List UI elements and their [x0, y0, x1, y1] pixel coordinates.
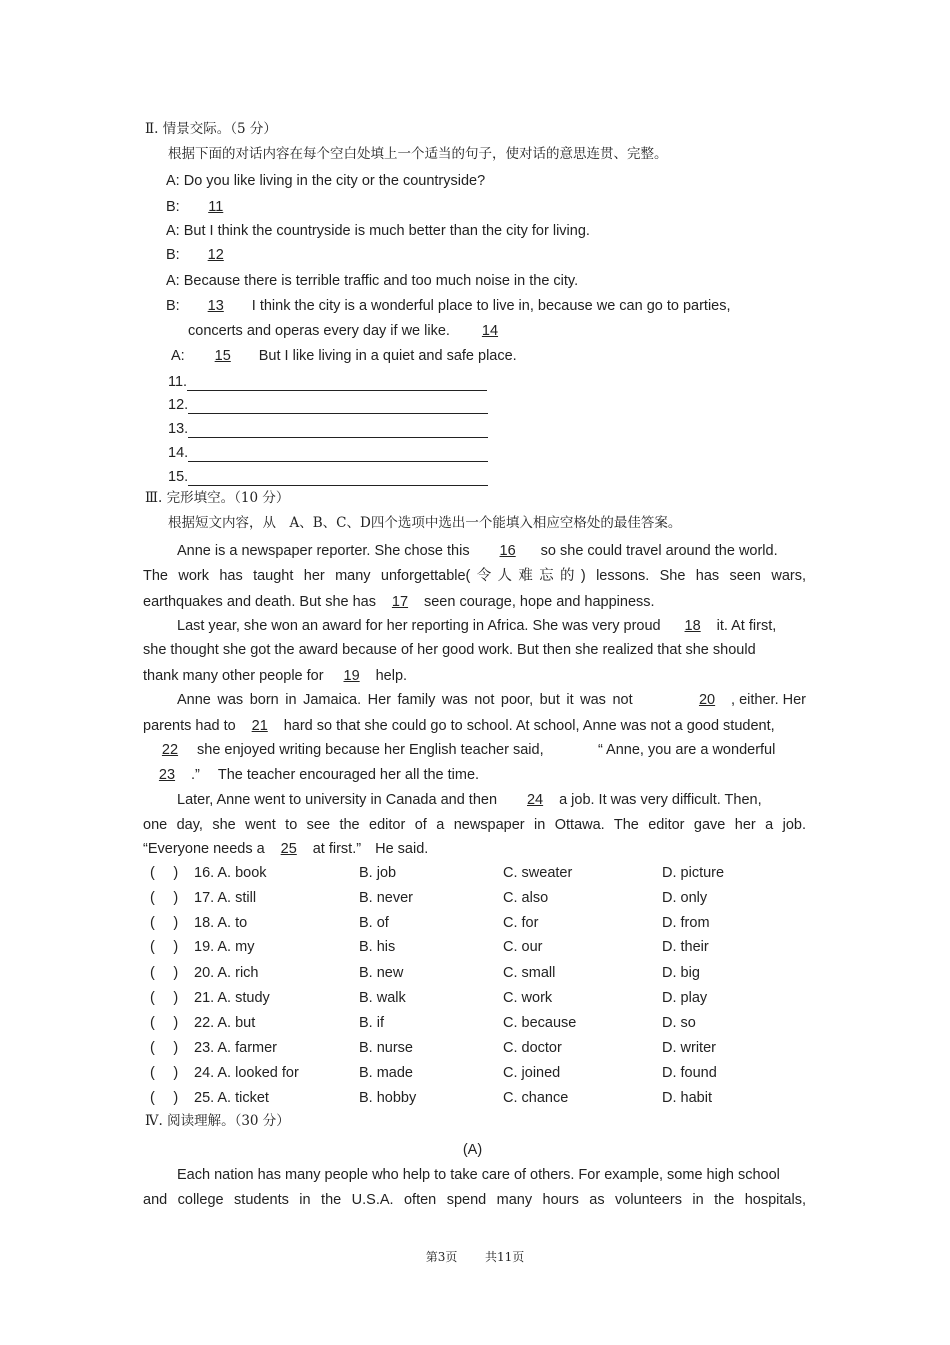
passage-line: Later, Anne went to university in Canada and then 24 a job. It was very difficult. Then, — [177, 792, 762, 808]
dialogue-text: I think the city is a wonderful place to live in, because we can go to parties, — [251, 298, 731, 314]
answer-paren[interactable]: ( ) — [150, 865, 179, 881]
answer-row-11[interactable]: 11. — [168, 373, 487, 391]
passage-line: Last year, she won an award for her reporting in Africa. She was very proud 18 it. At first, — [177, 618, 777, 634]
dialogue-text: But I like living in a quiet and safe place. — [258, 348, 517, 364]
dialogue-line — [166, 198, 240, 216]
option-d[interactable]: D. writer — [662, 1040, 716, 1056]
section3-heading: Ⅲ. 完形填空。（10 分） — [145, 490, 290, 506]
answer-line[interactable] — [188, 423, 488, 438]
blank-25: 25 — [280, 841, 297, 857]
answer-row-12[interactable]: 12. — [168, 396, 488, 414]
blank-21: 21 — [251, 718, 268, 734]
option-c[interactable]: C. small — [503, 965, 556, 981]
speaker: B: — [166, 247, 180, 263]
answer-paren[interactable]: ( ) — [150, 890, 179, 906]
passage-line: Anne was born in Jamaica. Her family was not poor, but it was not 20 , either. Her — [177, 692, 806, 708]
option-b[interactable]: B. hobby — [359, 1090, 417, 1106]
passage-line: 22 she enjoyed writing because her English teacher said, — [143, 741, 544, 759]
option-c[interactable]: C. for — [503, 915, 539, 931]
blank-16: 16 — [499, 543, 516, 559]
section4-heading: Ⅳ. 阅读理解。（30 分） — [145, 1113, 290, 1129]
answer-paren[interactable]: ( ) — [150, 1090, 179, 1106]
speaker: B: — [166, 298, 180, 314]
page-total: 共11页 — [485, 1250, 525, 1264]
option-a[interactable]: 22. A. but — [194, 1015, 256, 1031]
blank-23: 23 — [158, 767, 176, 783]
blank-18: 18 — [684, 618, 701, 634]
dialogue-line — [171, 347, 517, 365]
option-b[interactable]: B. his — [359, 939, 396, 955]
option-c[interactable]: C. sweater — [503, 865, 573, 881]
option-b[interactable]: B. if — [359, 1015, 384, 1031]
option-a[interactable]: 19. A. my — [194, 939, 255, 955]
option-c[interactable]: C. chance — [503, 1090, 569, 1106]
passage-line: 23 .” The teacher encouraged her all the time. — [143, 766, 479, 784]
passage-line: thank many other people for 19 help. — [143, 668, 408, 684]
option-a[interactable]: 16. A. book — [194, 865, 267, 881]
blank-19: 19 — [343, 668, 360, 684]
section3-instruction: 根据短文内容，从 A、B、C、D四个选项中选出一个能填入相应空格处的最佳答案。 — [168, 515, 682, 531]
dialogue-line: A: Do you like living in the city or the countryside? — [166, 173, 486, 189]
option-c[interactable]: C. doctor — [503, 1040, 562, 1056]
option-a[interactable]: 17. A. still — [194, 890, 257, 906]
option-b[interactable]: B. new — [359, 965, 404, 981]
blank-13: 13 — [207, 298, 224, 314]
passage-line: one day, she went to see the editor of a newspaper in Ottawa. The editor gave her a job. — [143, 817, 806, 833]
answer-line[interactable] — [188, 447, 488, 462]
option-b[interactable]: B. never — [359, 890, 413, 906]
blank-11: 11 — [208, 199, 224, 215]
answer-row-15[interactable]: 15. — [168, 468, 488, 486]
passage-label: (A) — [462, 1142, 483, 1158]
passage-line: “ Anne, you are a wonderful — [598, 742, 776, 758]
dialogue-line — [166, 297, 731, 315]
option-a[interactable]: 21. A. study — [194, 990, 270, 1006]
option-d[interactable]: D. their — [662, 939, 709, 955]
answer-row-13[interactable]: 13. — [168, 420, 488, 438]
section2-heading: Ⅱ. 情景交际。（5 分） — [145, 121, 277, 137]
answer-paren[interactable]: ( ) — [150, 965, 179, 981]
option-c[interactable]: C. our — [503, 939, 543, 955]
blank-15: 15 — [214, 348, 231, 364]
answer-line[interactable] — [187, 376, 487, 391]
dialogue-text: concerts and operas every day if we like. — [188, 323, 450, 339]
answer-line[interactable] — [188, 399, 488, 414]
passage-line: she thought she got the award because of her good work. But then she realized that she should — [143, 642, 756, 658]
option-d[interactable]: D. found — [662, 1065, 717, 1081]
page-number: 第3页 — [425, 1250, 458, 1264]
blank-17: 17 — [391, 594, 409, 610]
option-d[interactable]: D. habit — [662, 1090, 712, 1106]
option-a[interactable]: 20. A. rich — [194, 965, 259, 981]
option-a[interactable]: 25. A. ticket — [194, 1090, 269, 1106]
answer-paren[interactable]: ( ) — [150, 939, 179, 955]
option-a[interactable]: 24. A. looked for — [194, 1065, 299, 1081]
option-b[interactable]: B. nurse — [359, 1040, 413, 1056]
option-d[interactable]: D. so — [662, 1015, 696, 1031]
passage-line: Each nation has many people who help to take care of others. For example, some high school — [177, 1167, 780, 1183]
option-d[interactable]: D. picture — [662, 865, 725, 881]
option-b[interactable]: B. made — [359, 1065, 413, 1081]
answer-paren[interactable]: ( ) — [150, 1065, 179, 1081]
passage-line: The work has taught her many unforgettable(令人难忘的) lessons. She has seen wars, — [143, 568, 806, 584]
blank-20: 20 — [698, 692, 716, 708]
dialogue-line: A: But I think the countryside is much better than the city for living. — [166, 223, 590, 239]
option-b[interactable]: B. job — [359, 865, 397, 881]
passage-line: earthquakes and death. But she has 17 seen courage, hope and happiness. — [143, 594, 655, 610]
option-d[interactable]: D. only — [662, 890, 708, 906]
blank-24: 24 — [526, 792, 544, 808]
passage-line: and college students in the U.S.A. often spend many hours as volunteers in the hospitals, — [143, 1192, 806, 1208]
option-a[interactable]: 23. A. farmer — [194, 1040, 278, 1056]
option-c[interactable]: C. joined — [503, 1065, 561, 1081]
dialogue-line — [188, 322, 514, 340]
option-c[interactable]: C. also — [503, 890, 549, 906]
option-d[interactable]: D. play — [662, 990, 708, 1006]
option-c[interactable]: C. because — [503, 1015, 577, 1031]
speaker: B: — [166, 199, 180, 215]
blank-12: 12 — [207, 247, 224, 263]
page-footer — [0, 1248, 950, 1265]
section2-instruction: 根据下面的对话内容在每个空白处填上一个适当的句子，使对话的意思连贯、完整。 — [168, 146, 668, 162]
blank-14: 14 — [481, 323, 499, 339]
dialogue-line — [166, 246, 240, 264]
answer-row-14[interactable]: 14. — [168, 444, 488, 462]
option-d[interactable]: D. big — [662, 965, 700, 981]
blank-22: 22 — [161, 742, 179, 758]
speaker: A: — [171, 348, 185, 364]
passage-line: Anne is a newspaper reporter. She chose this 16 so she could travel around the world. — [177, 543, 778, 559]
answer-paren[interactable]: ( ) — [150, 1015, 179, 1031]
option-a[interactable]: 18. A. to — [194, 915, 248, 931]
option-c[interactable]: C. work — [503, 990, 553, 1006]
option-b[interactable]: B. walk — [359, 990, 406, 1006]
passage-line: parents had to 21 hard so that she could go to school. At school, Anne was not a good student, — [143, 718, 775, 734]
option-b[interactable]: B. of — [359, 915, 389, 931]
passage-line: “Everyone needs a 25 at first.” He said. — [143, 841, 429, 857]
option-d[interactable]: D. from — [662, 915, 710, 931]
answer-paren[interactable]: ( ) — [150, 1040, 179, 1056]
answer-paren[interactable]: ( ) — [150, 990, 179, 1006]
dialogue-line: A: Because there is terrible traffic and too much noise in the city. — [166, 273, 579, 289]
answer-line[interactable] — [188, 471, 488, 486]
answer-paren[interactable]: ( ) — [150, 915, 179, 931]
